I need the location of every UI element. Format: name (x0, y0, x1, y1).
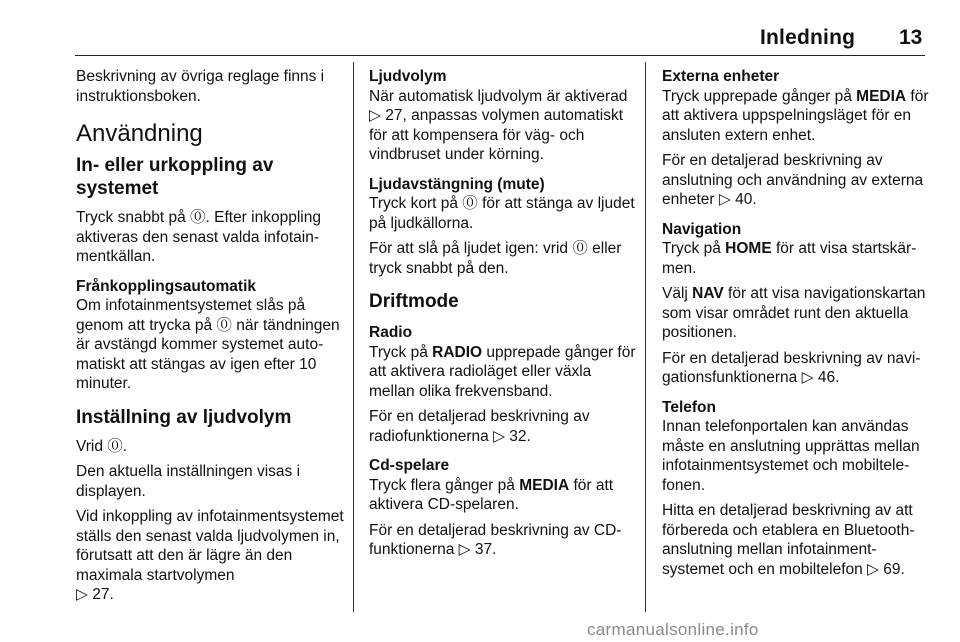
subsection-heading-inkoppling: In- eller urkoppling av systemet (76, 155, 274, 199)
cd-text-b: för att aktivera CD-spelaren. (369, 476, 614, 513)
column-divider-1 (353, 62, 354, 612)
nav2-text-b: för att visa navigationskartan som visar området runt den aktuella positionen. (662, 285, 926, 341)
nav-home-key: HOME (725, 240, 772, 257)
paragraph-telefon: Innan telefonportalen kan användas måste en anslutning upprättas mellan infotainmentsystemet och mobiltelefonen. (662, 418, 920, 494)
paragraph-vid-inkoppling (76, 507, 348, 605)
paragraph-externa (662, 87, 930, 146)
paragraph-tryck: Tryck snabbt på ⓪. Efter inkoppling aktiveras den senast valda infotainmentkällan. (76, 209, 321, 265)
heading-ljudvolym: Ljudvolym (369, 68, 447, 85)
cd-key: MEDIA (519, 476, 570, 494)
subsection-heading-ljudvolym: Inställning av ljudvolym (76, 406, 292, 428)
column-3 (662, 67, 930, 585)
externa-text-a: Tryck upprepade gånger på (662, 87, 857, 105)
radio-text-a: Tryck på (369, 343, 433, 361)
paragraph-vrid: Vrid ⓪. (76, 437, 128, 455)
paragraph-mute: Tryck kort på ⓪ för att stänga av ljudet på ljudkällorna. (369, 195, 635, 232)
heading-mute: Ljudavstängning (mute) (369, 175, 545, 193)
heading-cd: Cd-spelare (369, 457, 450, 474)
heading-externa-enheter: Externa enheter (662, 68, 780, 85)
nav-key: NAV (692, 285, 724, 302)
paragraph-externa-2: För en detaljerad beskrivning av anslutning och användning av externa enheter ▷ 40. (662, 152, 924, 208)
paragraph-mute-2: För att slå på ljudet igen: vrid ⓪ eller tryck snabbt på den. (369, 240, 622, 277)
nav-text-b: för att visa startskärmen. (662, 240, 917, 277)
page-number: 13 (899, 26, 923, 49)
paragraph-nav (662, 239, 930, 278)
column-divider-2 (645, 62, 646, 612)
externa-key: MEDIA (856, 87, 907, 105)
paragraph-cd-2: För en detaljerad beskrivning av CD-funktionerna ▷ 37. (369, 521, 622, 558)
paragraph-ljudvolym: När automatisk ljudvolym är aktiverad ▷ 27, anpassas volymen automatiskt för att kompensera för väg- och vindbruset under körning. (369, 87, 628, 163)
watermark-text: carmanualsonline.info (587, 620, 759, 639)
externa-text-b: för att aktivera uppspelningsläget för en ansluten extern enhet. (662, 87, 929, 144)
paragraph-radio-2: För en detaljerad beskrivning av radiofunktionerna ▷ 32. (369, 408, 590, 445)
radio-key: RADIO (432, 343, 483, 361)
nav2-text-a: Välj (662, 285, 693, 302)
section-heading-anvandning: Användning (76, 120, 203, 147)
paragraph-nav-2 (662, 284, 930, 343)
heading-telefon: Telefon (662, 398, 716, 416)
paragraph-frankoppling: Om infotainmentsystemet slås på genom att trycka på ⓪ när tändningen är avstängd kommer systemet automatiskt att stängas av igen efter 10 minuter. (76, 297, 340, 392)
paragraph-nav-3: För en detaljerad beskrivning av navigationsfunktionerna ▷ 46. (662, 349, 921, 386)
heading-navigation: Navigation (662, 220, 742, 238)
radio-text-b: upprepade gånger för att aktivera radioläget eller växla mellan olika frekvensband. (369, 343, 636, 400)
page-ref-27[interactable]: ▷ 27. (76, 586, 114, 603)
cd-text-a: Tryck flera gånger på (369, 476, 520, 494)
vid-text: Vid inkoppling av infotainmentsystemet ställs den senast valda ljudvolymen in, förutsatt att den är lägre än den maximala startvolymen (76, 508, 344, 584)
heading-radio: Radio (369, 324, 413, 341)
column-1 (76, 67, 348, 605)
paragraph-aktuella: Den aktuella inställningen visas i displayen. (76, 463, 301, 500)
intro-paragraph: Beskrivning av övriga reglage finns i instruktionsboken. (76, 68, 325, 105)
page-header-title: Inledning (760, 26, 856, 49)
nav-text-a: Tryck på (662, 240, 726, 257)
heading-frankopplingsautomatik: Frånkopplingsautomatik (76, 277, 256, 295)
subsection-heading-driftmode: Driftmode (369, 291, 459, 312)
paragraph-radio (369, 343, 637, 402)
column-2 (369, 67, 637, 566)
paragraph-cd (369, 476, 637, 515)
paragraph-telefon-2: Hitta en detaljerad beskrivning av att förbereda och etablera en Bluetooth-anslutning mellan infotainmentsystemet och en mobiltelefon ▷ 69. (662, 502, 915, 578)
header-divider (75, 55, 925, 56)
